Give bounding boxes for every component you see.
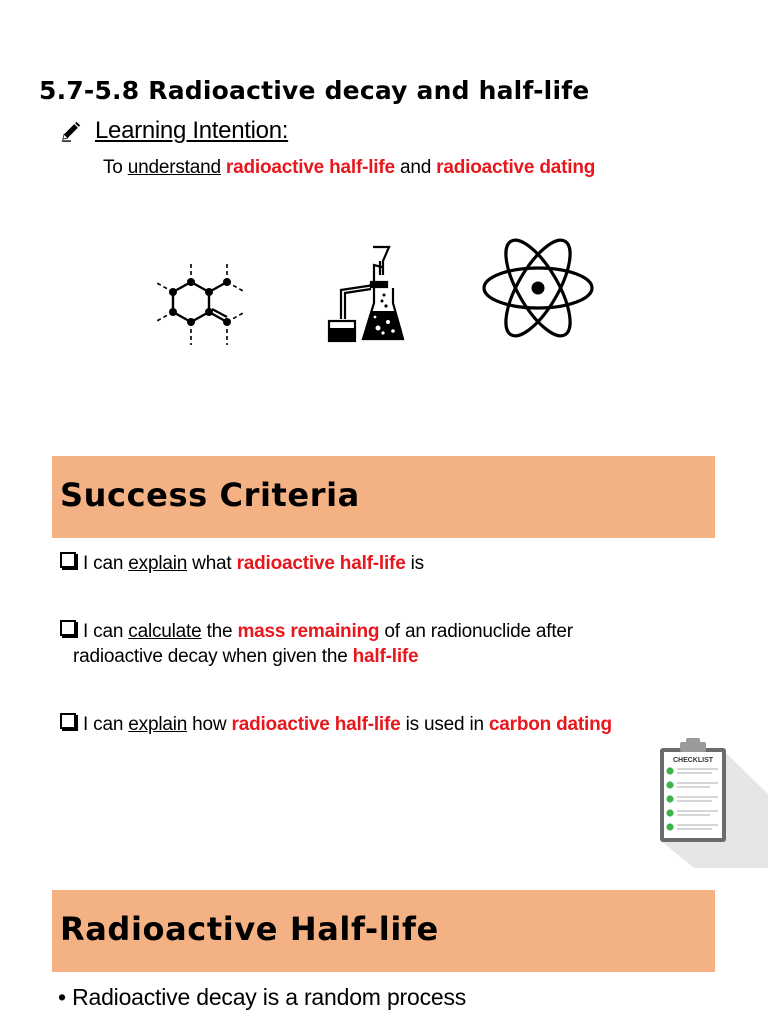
checkbox-bullet-icon [60, 620, 76, 636]
criterion-keyword: radioactive half-life [236, 553, 406, 574]
criterion-3 [60, 712, 612, 737]
criterion-keyword: carbon dating [488, 714, 612, 735]
learning-intention-row [60, 117, 288, 145]
half-life-bullet [58, 984, 466, 1011]
success-criteria-heading: Success Criteria [60, 476, 360, 514]
checklist-label: CHECKLIST [672, 757, 714, 764]
criterion-text: radioactive decay when given the [73, 646, 353, 667]
pencil-icon [60, 120, 82, 142]
checkbox-bullet-icon [60, 713, 76, 729]
atom-icon [480, 227, 596, 349]
criterion-keyword: radioactive half-life [231, 714, 401, 735]
criterion-text: how [187, 714, 232, 735]
li-prefix: To [103, 157, 128, 178]
criterion-text: the [201, 621, 238, 642]
criterion-keyword: half-life [352, 646, 419, 667]
criterion-keyword: mass remaining [237, 621, 380, 642]
li-joiner: and [394, 157, 437, 178]
criterion-verb: calculate [128, 621, 202, 642]
criterion-text: I can [83, 621, 129, 642]
criterion-text: I can [83, 553, 129, 574]
criterion-text: of an radionuclide after [379, 621, 573, 642]
li-term-half-life: radioactive half-life [225, 157, 395, 178]
science-icons-strip [137, 207, 632, 397]
half-life-banner [52, 890, 715, 972]
molecule-structure-icon [151, 257, 251, 349]
learning-intention-label: Learning Intention: [95, 117, 289, 144]
bullet-text: Radioactive decay is a random process [72, 984, 467, 1010]
criterion-text: is [405, 553, 424, 574]
half-life-heading: Radioactive Half-life [60, 910, 439, 948]
checklist-clipboard-icon [620, 738, 768, 868]
page-title: 5.7-5.8 Radioactive decay and half-life [39, 76, 590, 105]
criterion-1 [60, 551, 424, 576]
criterion-text: is used in [400, 714, 489, 735]
criterion-2 [60, 619, 573, 669]
criterion-verb: explain [128, 553, 188, 574]
checkbox-bullet-icon [60, 552, 76, 568]
bullet-dot: • [58, 984, 66, 1010]
li-term-dating: radioactive dating [436, 157, 596, 178]
criterion-text: what [187, 553, 237, 574]
criterion-text: I can [83, 714, 129, 735]
learning-intention-text [103, 157, 595, 179]
lab-apparatus-icon [327, 245, 409, 347]
success-criteria-banner [52, 456, 715, 538]
li-verb: understand [127, 157, 221, 178]
criterion-verb: explain [128, 714, 188, 735]
